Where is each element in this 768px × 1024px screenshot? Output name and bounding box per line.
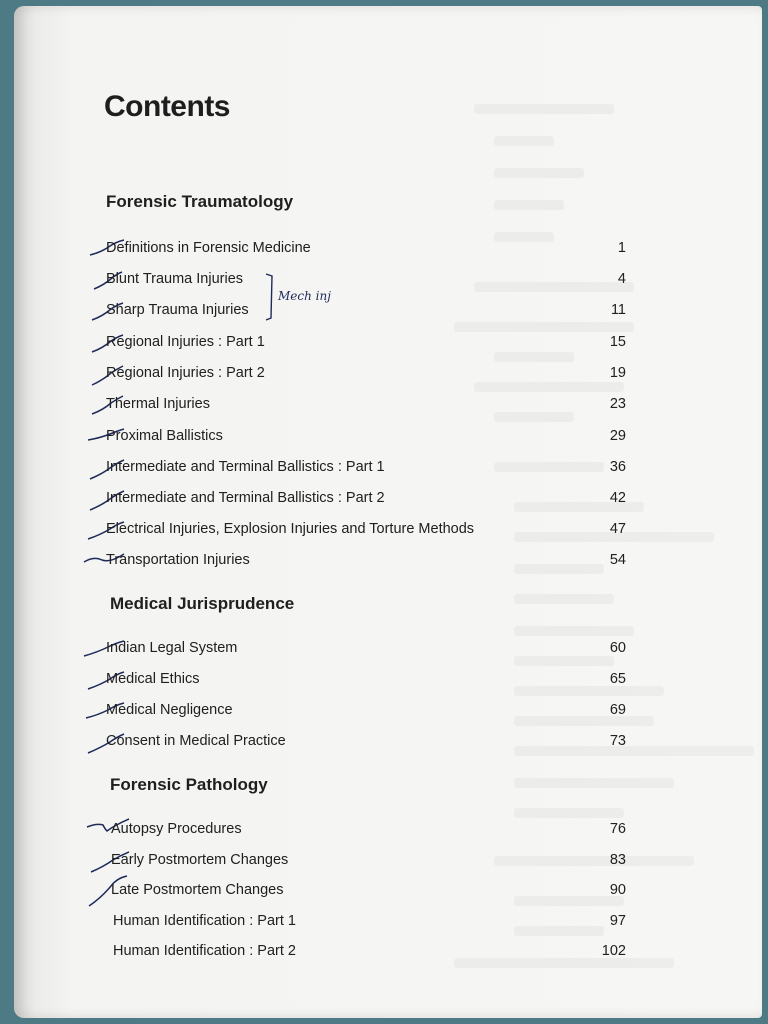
toc-entry[interactable] [106, 638, 626, 662]
toc-entry-title: Human Identification : Part 1 [113, 913, 296, 929]
toc-entry-title: Sharp Trauma Injuries [106, 302, 249, 318]
toc-entry-title: Transportation Injuries [106, 552, 250, 568]
toc-entry-title: Thermal Injuries [106, 396, 210, 412]
toc-entry-title: Regional Injuries : Part 1 [106, 334, 265, 350]
toc-entry[interactable] [106, 332, 626, 356]
section-heading-forensic-traumatology: Forensic Traumatology [106, 192, 294, 211]
toc-entry[interactable] [111, 819, 626, 843]
toc-entry[interactable] [111, 850, 626, 874]
toc-entry-page: 60 [609, 640, 626, 656]
toc-entry-title: Electrical Injuries, Explosion Injuries and Torture Methods [106, 521, 475, 537]
toc-entry-page: 36 [609, 459, 626, 475]
toc-entry-title: Medical Negligence [106, 702, 233, 718]
toc-entry-title: Indian Legal System [106, 640, 238, 656]
toc-entry[interactable] [106, 300, 626, 324]
toc-entry-title: Consent in Medical Practice [106, 733, 286, 749]
toc-entry[interactable] [106, 238, 626, 262]
toc-entry-page: 65 [609, 671, 626, 687]
toc-entry-title: Regional Injuries : Part 2 [106, 365, 265, 381]
section-heading-forensic-pathology: Forensic Pathology [110, 775, 268, 794]
handwritten-bracket-note [264, 272, 354, 332]
toc-entry-page: 83 [609, 852, 626, 868]
toc-entry-title: Autopsy Procedures [111, 821, 242, 837]
toc-entry[interactable] [106, 550, 626, 574]
toc-entry[interactable] [113, 941, 626, 965]
toc-entry-page: 54 [609, 552, 626, 568]
toc-entry-page: 69 [609, 702, 626, 718]
toc-entry-title: Intermediate and Terminal Ballistics : Part 2 [106, 490, 385, 506]
toc-entry[interactable] [106, 669, 626, 693]
toc-entry-title: Blunt Trauma Injuries [106, 271, 244, 287]
toc-entry-page: 90 [609, 882, 626, 898]
toc-entry[interactable] [113, 911, 626, 935]
toc-entry[interactable] [111, 880, 626, 904]
toc-entry[interactable] [106, 457, 626, 481]
toc-entry-title: Human Identification : Part 2 [113, 943, 296, 959]
toc-entry[interactable] [106, 519, 626, 543]
toc-entry-title: Late Postmortem Changes [111, 882, 284, 898]
toc-entry-page: 19 [609, 365, 626, 381]
toc-entry-page: 4 [617, 271, 626, 287]
toc-entry-page: 73 [609, 733, 626, 749]
toc-entry[interactable] [106, 269, 626, 293]
toc-entry[interactable] [106, 488, 626, 512]
toc-entry[interactable] [106, 700, 626, 724]
toc-entry-page: 15 [609, 334, 626, 350]
toc-entry-page: 76 [609, 821, 626, 837]
toc-entry-title: Medical Ethics [106, 671, 200, 687]
toc-entry-title: Intermediate and Terminal Ballistics : Part 1 [106, 459, 385, 475]
toc-entry-page: 23 [609, 396, 626, 412]
toc-entry[interactable] [106, 426, 626, 450]
toc-entry[interactable] [106, 731, 626, 755]
toc-entry-page: 11 [610, 302, 626, 318]
toc-entry-page: 97 [609, 913, 626, 929]
toc-entry-page: 102 [601, 943, 626, 959]
toc-entry-page: 29 [609, 428, 626, 444]
book-page [14, 6, 762, 1018]
toc-entry-title: Proximal Ballistics [106, 428, 223, 444]
toc-entry-title: Definitions in Forensic Medicine [106, 240, 311, 256]
toc-entry-page: 42 [609, 490, 626, 506]
page-title: Contents [104, 90, 230, 123]
section-heading-medical-jurisprudence: Medical Jurisprudence [110, 594, 295, 613]
toc-entry[interactable] [106, 394, 626, 418]
toc-entry-page: 1 [617, 240, 626, 256]
handwritten-note-text: Mech inj [278, 289, 331, 303]
toc-entry[interactable] [106, 363, 626, 387]
toc-entry-page: 47 [609, 521, 626, 537]
toc-entry-title: Early Postmortem Changes [111, 852, 289, 868]
